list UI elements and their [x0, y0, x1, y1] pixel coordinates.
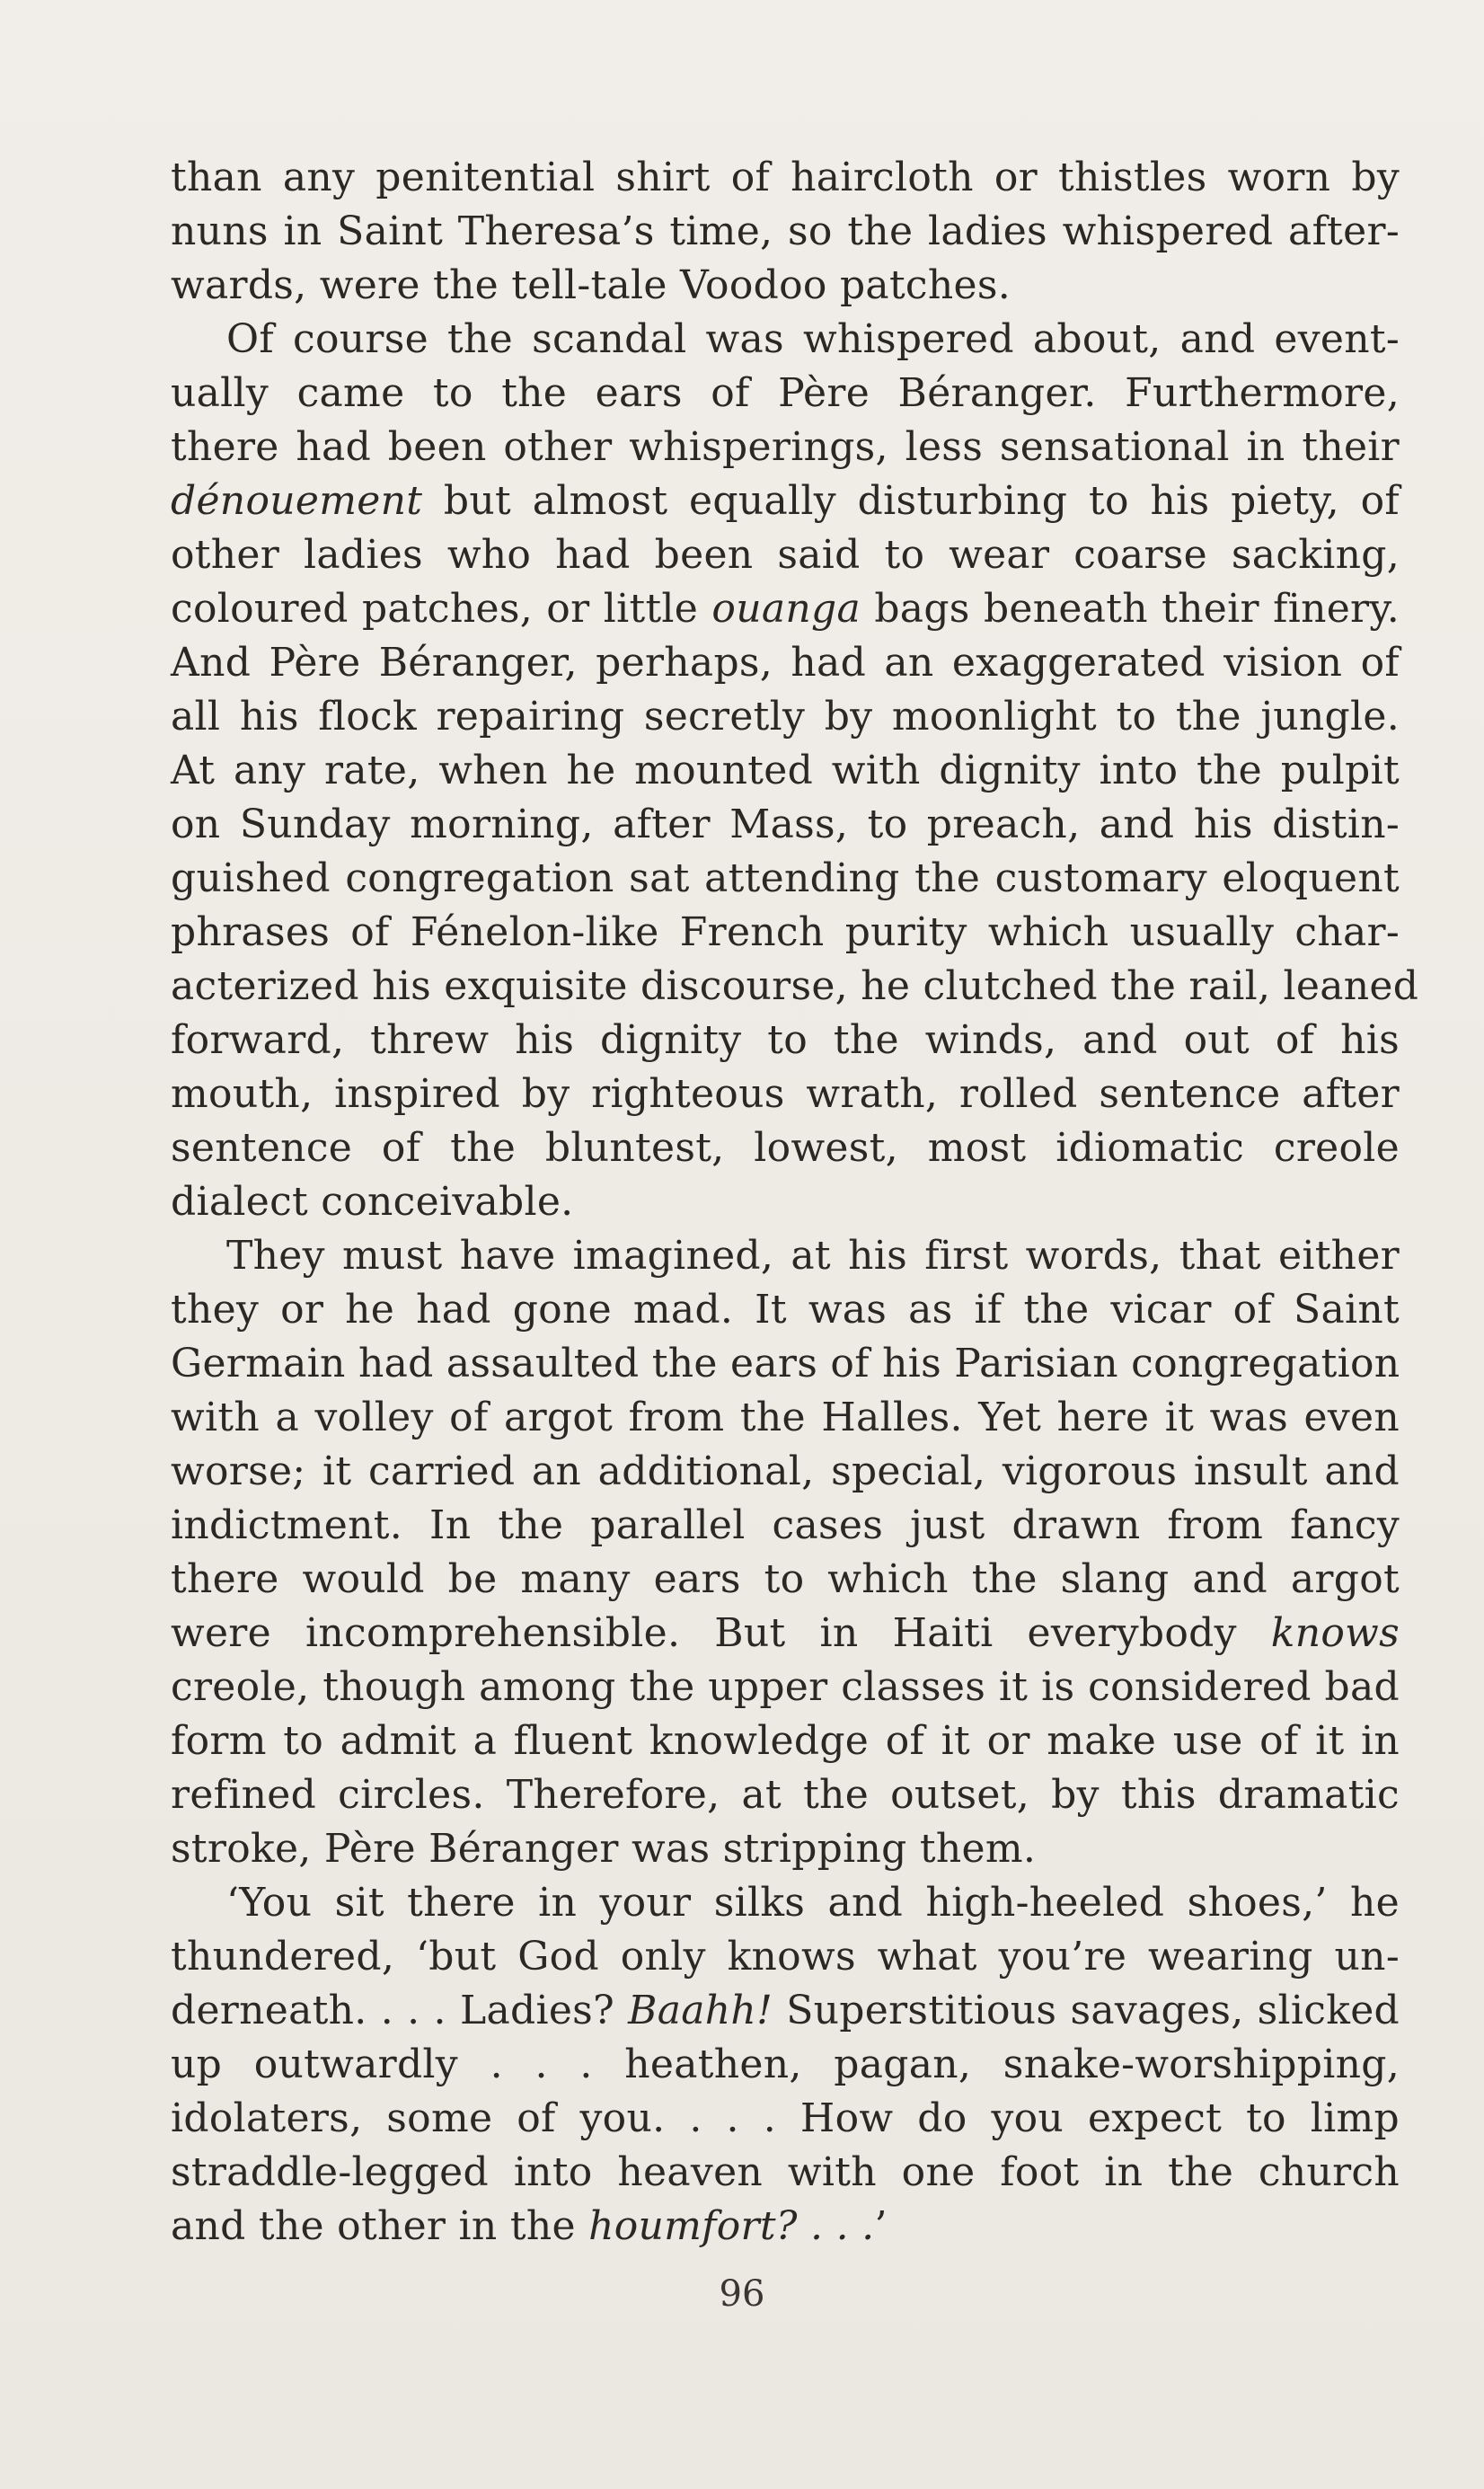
text-line: [171, 2038, 1400, 2092]
text-line: [171, 1930, 1400, 1984]
text-segment: And Père Béranger, perhaps, had an exaggerated vision of: [171, 640, 1400, 686]
text-segment: bags beneath their finery.: [861, 586, 1400, 632]
text-line: [171, 1499, 1400, 1553]
text-segment: guished congregation sat attending the customary eloquent: [171, 855, 1400, 901]
text-segment: wards, were the tell-tale Voodoo patches.: [171, 262, 1011, 308]
text-line: [171, 313, 1400, 367]
text-line: [171, 906, 1400, 960]
text-line: [171, 798, 1400, 852]
body-text: [171, 151, 1419, 2254]
text-segment: there had been other whisperings, less sensational in their: [171, 424, 1400, 470]
text-segment: they or he had gone mad. It was as if the vicar of Saint: [171, 1287, 1400, 1333]
text-line: [171, 1067, 1400, 1121]
italic-text: houmfort? . . .: [588, 2203, 875, 2249]
text-line: [171, 259, 1400, 313]
text-segment: forward, threw his dignity to the winds, and out of his: [171, 1017, 1400, 1063]
text-line: [171, 151, 1400, 205]
text-segment: creole, though among the upper classes it is considered bad: [171, 1664, 1400, 1710]
text-line: [171, 1714, 1400, 1768]
text-line: [171, 1445, 1400, 1499]
text-segment: all his flock repairing secretly by moonlight to the jungle.: [171, 694, 1400, 740]
text-line: [171, 1553, 1400, 1607]
text-line: [171, 852, 1400, 906]
text-segment: acterized his exquisite discourse, he clutched the rail, leaned: [171, 963, 1419, 1009]
text-segment: but almost equally disturbing to his piety, of: [422, 478, 1400, 524]
text-line: [171, 690, 1400, 744]
text-line: [171, 528, 1400, 582]
text-segment: with a volley of argot from the Halles. Yet here it was even: [171, 1395, 1400, 1440]
text-segment: mouth, inspired by righteous wrath, rolled sentence after: [171, 1071, 1400, 1117]
text-segment: up outwardly . . . heathen, pagan, snake-worshipping,: [171, 2042, 1400, 2087]
text-line: [171, 636, 1400, 690]
text-segment: and the other in the: [171, 2203, 589, 2249]
text-segment: dialect conceivable.: [171, 1179, 574, 1225]
text-segment: phrases of Fénelon-like French purity which usually char-: [171, 909, 1400, 955]
text-line: [171, 1984, 1400, 2038]
page-number: 96: [719, 2273, 765, 2315]
text-segment: Superstitious savages, slicked: [773, 1988, 1400, 2033]
text-line: [171, 1229, 1400, 1283]
text-line: [171, 1283, 1400, 1337]
text-segment: than any penitential shirt of haircloth or thistles worn by: [171, 155, 1400, 200]
text-line: [171, 205, 1400, 259]
text-line: [171, 1607, 1400, 1661]
text-segment: idolaters, some of you. . . . How do you expect to limp: [171, 2095, 1400, 2141]
text-segment: were incomprehensible. But in Haiti everybody: [171, 1610, 1271, 1656]
text-segment: ‘You sit there in your silks and high-heeled shoes,’ he: [226, 1880, 1400, 1926]
text-line: [171, 367, 1400, 421]
text-segment: Of course the scandal was whispered about, and event-: [226, 316, 1400, 362]
italic-text: ouanga: [711, 586, 861, 632]
italic-text: dénouement: [171, 478, 423, 524]
text-segment: indictment. In the parallel cases just drawn from fancy: [171, 1502, 1400, 1548]
text-segment: straddle-legged into heaven with one foot in the church: [171, 2149, 1400, 2195]
text-segment: derneath. . . . Ladies?: [171, 1988, 629, 2033]
text-segment: there would be many ears to which the slang and argot: [171, 1556, 1400, 1602]
text-line: [171, 1175, 1400, 1229]
text-line: [171, 582, 1400, 636]
text-segment: ’: [874, 2203, 888, 2249]
text-line: [171, 421, 1400, 474]
text-line: [171, 1337, 1400, 1391]
text-line: [171, 474, 1400, 528]
text-segment: coloured patches, or little: [171, 586, 712, 632]
text-segment: sentence of the bluntest, lowest, most idiomatic creole: [171, 1125, 1400, 1171]
text-segment: ually came to the ears of Père Béranger. Furthermore,: [171, 370, 1400, 416]
text-line: [171, 1768, 1400, 1822]
text-segment: Germain had assaulted the ears of his Parisian congregation: [171, 1341, 1400, 1386]
text-line: [171, 960, 1419, 1014]
text-segment: thundered, ‘but God only knows what you’re wearing un-: [171, 1934, 1400, 1980]
text-segment: stroke, Père Béranger was stripping them.: [171, 1826, 1037, 1872]
text-segment: nuns in Saint Theresa’s time, so the ladies whispered after-: [171, 208, 1400, 254]
text-segment: refined circles. Therefore, at the outset, by this dramatic: [171, 1772, 1400, 1818]
text-line: [171, 1661, 1400, 1714]
italic-text: Baahh!: [628, 1988, 773, 2033]
text-line: [171, 1014, 1400, 1067]
text-segment: form to admit a fluent knowledge of it or make use of it in: [171, 1718, 1400, 1764]
text-segment: on Sunday morning, after Mass, to preach, and his distin-: [171, 802, 1400, 847]
text-line: [171, 1822, 1400, 1876]
text-segment: At any rate, when he mounted with dignity into the pulpit: [171, 748, 1400, 793]
italic-text: knows: [1270, 1610, 1400, 1656]
text-line: [171, 2146, 1400, 2200]
text-line: [171, 1391, 1400, 1445]
text-line: [171, 2092, 1400, 2146]
text-line: [171, 1121, 1400, 1175]
text-segment: They must have imagined, at his first words, that either: [226, 1233, 1400, 1279]
text-line: [171, 2200, 1400, 2254]
text-segment: worse; it carried an additional, special, vigorous insult and: [171, 1448, 1400, 1494]
text-line: [171, 744, 1400, 798]
text-line: [171, 1876, 1400, 1930]
text-segment: other ladies who had been said to wear coarse sacking,: [171, 532, 1400, 578]
